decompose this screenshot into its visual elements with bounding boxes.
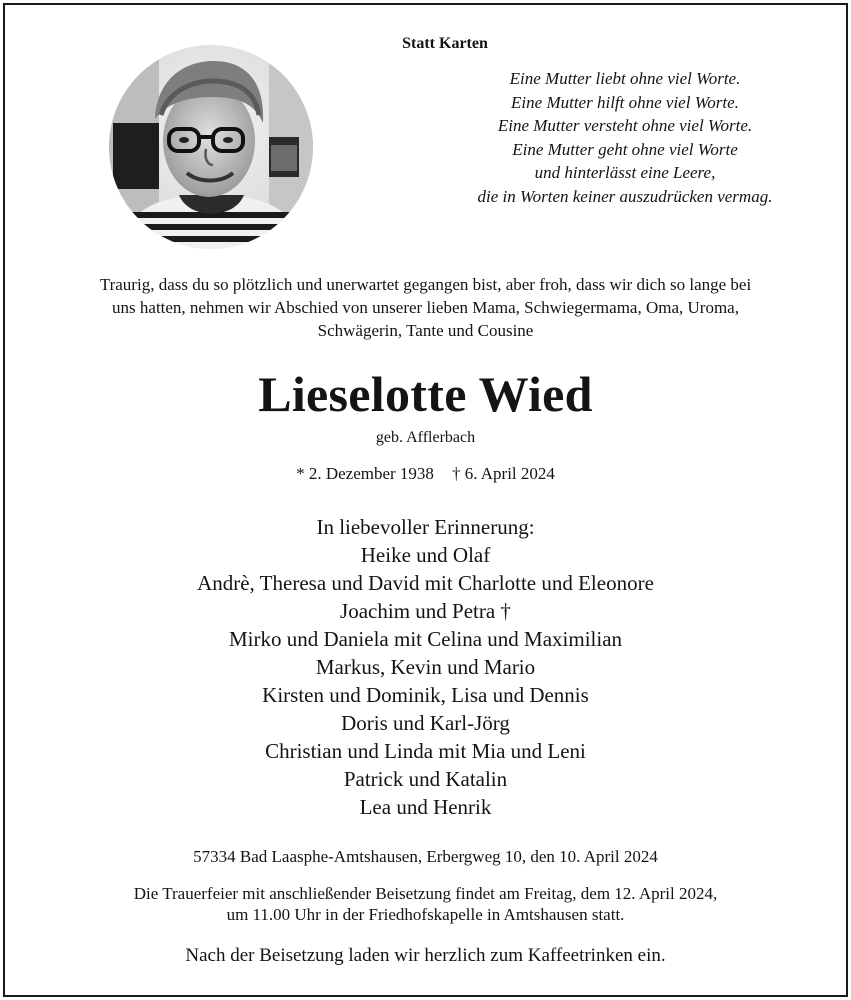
funeral-info (25, 883, 826, 925)
deceased-name: Lieselotte Wied (258, 366, 593, 422)
poem-line: Eine Mutter versteht ohne viel Worte. (497, 116, 753, 135)
poem-line: Eine Mutter geht ohne viel Worte (512, 139, 738, 159)
funeral-line: Die Trauerfeier mit anschließender Beisetzung findet am Freitag, dem 12. April 2024, (133, 884, 718, 903)
mourner-line: Mirko und Daniela mit Celina und Maximilian (228, 627, 623, 651)
statt-karten-heading: Statt Karten (402, 35, 488, 52)
mourner-line: Lea und Henrik (359, 795, 492, 819)
mourner-line: Patrick und Katalin (343, 767, 508, 791)
funeral-line: um 11.00 Uhr in der Friedhofskapelle in Amtshausen statt. (226, 905, 625, 924)
intro-line: uns hatten, nehmen wir Abschied von unserer lieben Mama, Schwiegermama, Oma, Uroma, (112, 298, 739, 317)
mourner-line: Kirsten und Dominik, Lisa und Dennis (262, 683, 589, 707)
poem-line: Eine Mutter hilft ohne viel Worte. (511, 92, 739, 112)
obituary-notice (3, 3, 848, 997)
portrait-image (109, 45, 313, 249)
mourner-line: Andrè, Theresa und David mit Charlotte und Eleonore (197, 571, 654, 595)
mourners-heading: In liebevoller Erinnerung: (316, 515, 535, 539)
mourner-line: Joachim und Petra † (340, 599, 511, 623)
intro-text (25, 273, 826, 342)
maiden-name: geb. Afflerbach (375, 429, 476, 446)
mourner-line: Heike und Olaf (360, 543, 491, 567)
portrait-photo (109, 45, 313, 249)
coffee-invitation: Nach der Beisetzung laden wir herzlich zum Kaffeetrinken ein. (185, 945, 666, 966)
intro-line: Schwägerin, Tante und Cousine (317, 321, 534, 340)
intro-line: Traurig, dass du so plötzlich und unerwartet gegangen bist, aber froh, dass wir dich so lange bei (99, 275, 752, 294)
birth-date: * 2. Dezember 1938 (296, 464, 434, 483)
mourners-list (25, 513, 826, 821)
poem-line: Eine Mutter liebt ohne viel Worte. (509, 69, 741, 88)
poem-line: die in Worten keiner auszudrücken vermag. (477, 186, 773, 206)
poem (425, 67, 825, 208)
poem-line: und hinterlässt eine Leere, (534, 163, 716, 182)
death-date: † 6. April 2024 (451, 464, 555, 483)
mourner-line: Christian und Linda mit Mia und Leni (265, 739, 586, 763)
mourner-line: Markus, Kevin und Mario (315, 655, 536, 679)
mourner-line: Doris und Karl-Jörg (341, 711, 510, 735)
address-line: 57334 Bad Laasphe-Amtshausen, Erbergweg 10, den 10. April 2024 (193, 847, 658, 866)
life-dates (25, 464, 826, 484)
